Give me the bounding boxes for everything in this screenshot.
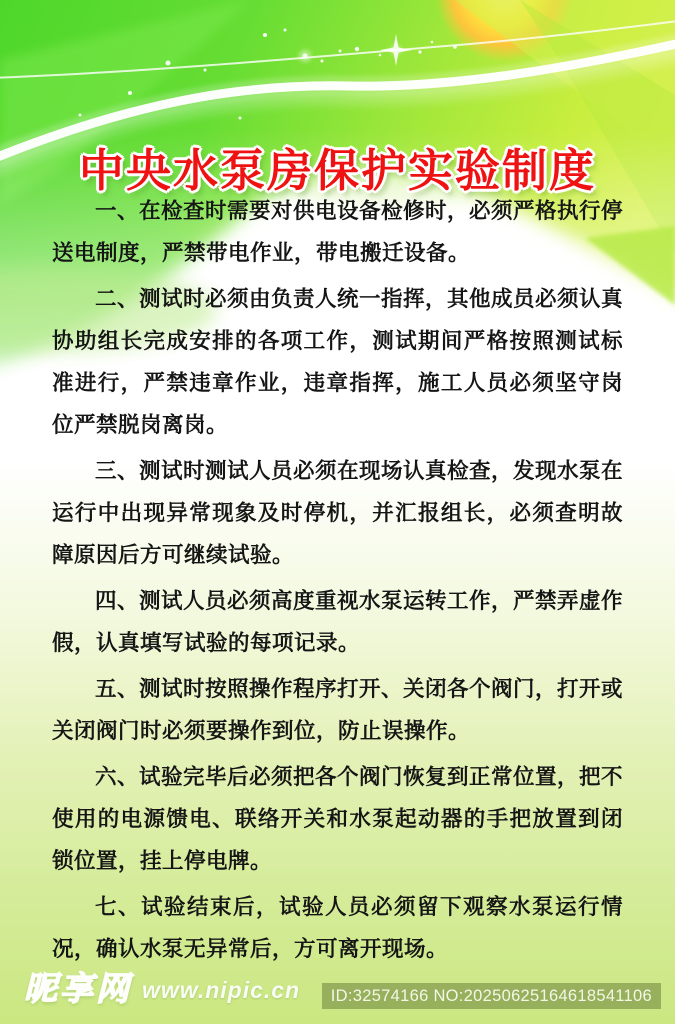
- rule-item: 五、测试时按照操作程序打开、关闭各个阀门，打开或关闭阀门时必须要操作到位，防止误操作。: [52, 677, 624, 743]
- watermark-bar: [24, 972, 300, 1005]
- site-logo: 昵享网: [24, 970, 132, 1007]
- rules-list: [52, 190, 623, 974]
- rule-item: 三、测试时测试人员必须在现场认真检查，发现水泵在运行中出现异常现象及时停机，并汇报组长，必须查明故障原因后方可继续试验。: [52, 459, 624, 567]
- site-url: www.nipic.cn: [142, 977, 301, 1003]
- rule-item: 一、在检查时需要对供电设备检修时，必须严格执行停送电制度，严禁带电作业，带电搬迁设备。: [52, 199, 624, 265]
- rule-item: 四、测试人员必须高度重视水泵运转工作，严禁弄虚作假，认真填写试验的每项记录。: [52, 589, 624, 655]
- image-id-badge: ID:32574166 NO:20250625164618541106: [322, 983, 661, 1009]
- rule-item: 七、试验结束后，试验人员必须留下观察水泵运行情况，确认水泵无异常后，方可离开现场。: [52, 895, 623, 961]
- rule-item: 二、测试时必须由负责人统一指挥，其他成员必须认真协助组长完成安排的各项工作，测试期间严格按照测试标准进行，严禁违章作业，违章指挥，施工人员必须坚守岗位严禁脱岗离岗。: [52, 287, 624, 437]
- poster-title: 中央水泵房保护实验制度: [78, 145, 596, 197]
- rule-item: 六、试验完毕后必须把各个阀门恢复到正常位置，把不使用的电源馈电、联络开关和水泵起动器的手把放置到闭锁位置，挂上停电牌。: [52, 765, 624, 873]
